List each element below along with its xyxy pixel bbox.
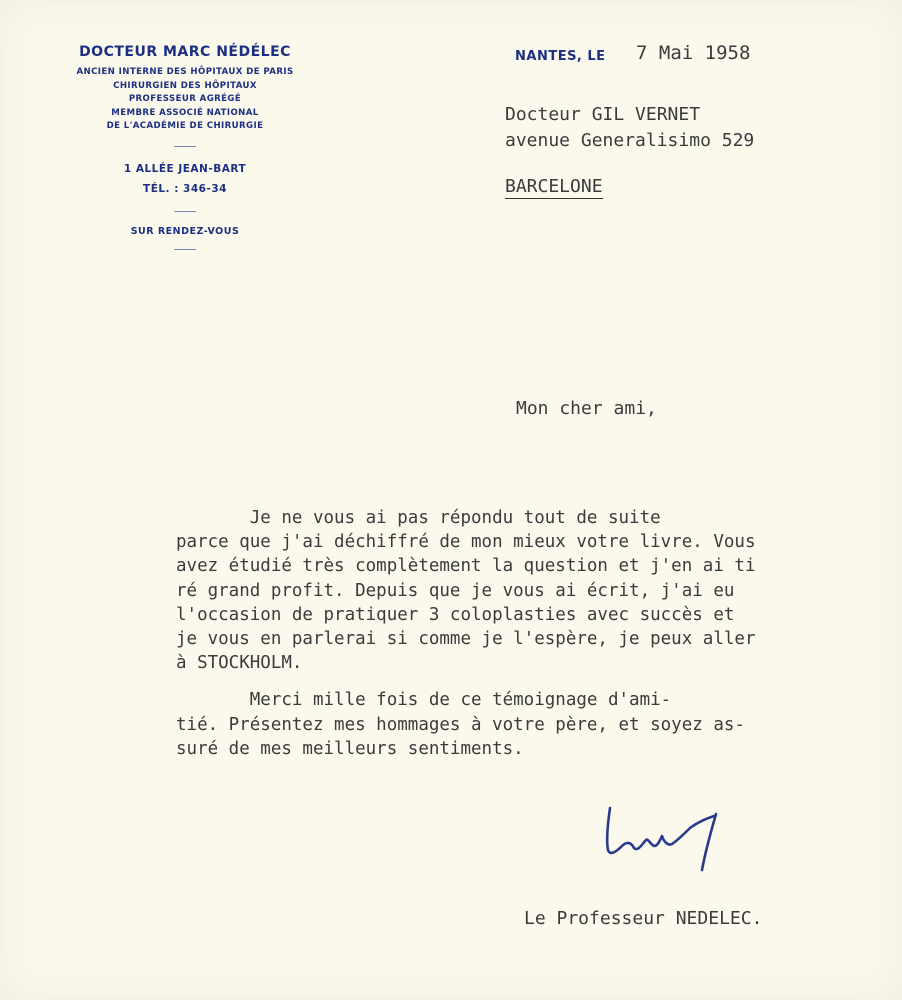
letterhead-title: ANCIEN INTERNE DES HÔPITAUX DE PARIS (76, 67, 294, 77)
body-line: Je ne vous ai pas répondu tout de suite (176, 508, 661, 528)
recipient-street: avenue Generalisimo 529 (505, 130, 755, 151)
recipient-name: Docteur GIL VERNET (505, 104, 701, 125)
closing-signature-line: Le Professeur NEDELEC. (524, 908, 763, 929)
letterhead-phone: TÉL. : 346-34 (143, 182, 227, 195)
body-line: avez étudié très complètement la question et j'en ai ti (176, 556, 756, 577)
letterhead-name: DOCTEUR MARC NÉDÉLEC (79, 44, 291, 60)
body-line: tié. Présentez mes hommages à votre père, et soyez as- (176, 714, 745, 735)
letterhead-title: MEMBRE ASSOCIÉ NATIONAL (111, 107, 259, 118)
letterhead-appointment: SUR RENDEZ-VOUS (130, 225, 240, 237)
body-line: Merci mille fois de ce témoignage d'ami- (176, 690, 672, 711)
letterhead-divider (174, 249, 196, 250)
recipient-city: BARCELONE (505, 176, 603, 197)
dateline-place: NANTES, LE (515, 49, 606, 64)
body-line: l'occasion de pratiquer 3 coloplasties avec succès et (176, 604, 735, 625)
letterhead-title: DE L'ACADÉMIE DE CHIRURGIE (106, 121, 264, 131)
letter-body (176, 506, 896, 761)
body-line: parce que j'ai déchiffré de mon mieux votre livre. Vous (176, 532, 756, 553)
letterhead-divider (174, 146, 196, 147)
body-line: à STOCKHOLM. (176, 653, 303, 674)
letterhead-divider (174, 211, 196, 212)
dateline-date: 7 Mai 1958 (636, 42, 751, 64)
letterhead-address: 1 ALLÉE JEAN-BART (123, 162, 247, 175)
handwritten-signature (598, 800, 748, 875)
letterhead-title: PROFESSEUR AGRÉGÉ (128, 94, 242, 104)
letterhead-title: CHIRURGIEN DES HÔPITAUX (113, 80, 257, 91)
body-line: ré grand profit. Depuis que je vous ai écrit, j'ai eu (176, 580, 735, 601)
body-line: je vous en parlerai si comme je l'espère, je peux aller (176, 629, 756, 650)
letterhead (40, 44, 330, 262)
body-line: suré de mes meilleurs sentiments. (176, 738, 524, 759)
salutation: Mon cher ami, (516, 398, 657, 419)
